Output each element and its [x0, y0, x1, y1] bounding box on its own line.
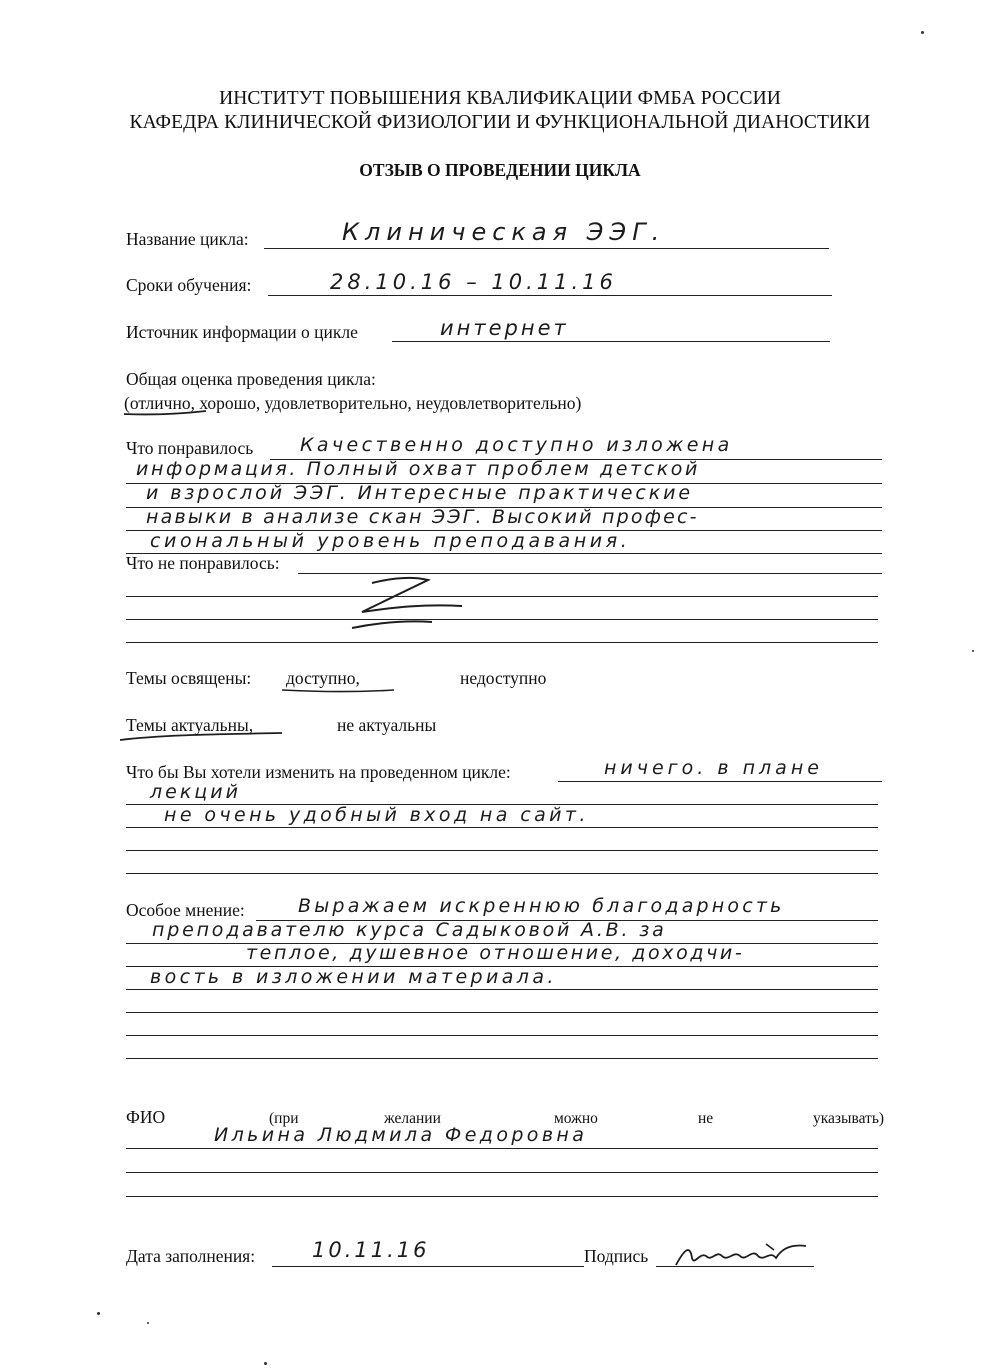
rating-options: (отлично, хорошо, удовлетворительно, неудовлетворительно) [124, 393, 582, 413]
opinion-text-line[interactable]: Выражаем искреннюю благодарность [298, 895, 785, 917]
cycle-name-label: Название цикла: [126, 229, 249, 249]
topics-clarity-accessible-option[interactable]: доступно, [286, 668, 360, 688]
liked-text-line[interactable]: Качественно доступно изложена [300, 434, 733, 456]
disliked-label: Что не понравилось: [126, 553, 280, 573]
liked-text-line[interactable]: навыки в анализе скан ЭЭГ. Высокий профес- [146, 506, 699, 528]
topics-clarity-label: Темы освящены: [126, 668, 252, 688]
fio-hint-word: не [698, 1110, 714, 1127]
document-title: ОТЗЫВ О ПРОВЕДЕНИИ ЦИКЛА [359, 160, 641, 180]
source-label: Источник информации о цикле [126, 322, 358, 342]
topics-relevant-option[interactable]: Темы актуальны, [126, 715, 254, 735]
liked-text-line[interactable]: и взрослой ЭЭГ. Интересные практические [146, 482, 693, 504]
date-value[interactable]: 10.11.16 [312, 1238, 430, 1262]
institute-heading: ИНСТИТУТ ПОВЫШЕНИЯ КВАЛИФИКАЦИИ ФМБА РОССИИ [219, 88, 781, 109]
change-text-line[interactable]: лекций [150, 781, 241, 803]
topics-clarity-inaccessible-option[interactable]: недоступно [460, 668, 547, 688]
signature-label: Подпись [584, 1246, 649, 1266]
source-value[interactable]: интернет [440, 316, 569, 340]
liked-text-line[interactable]: сиональный уровень преподавания. [150, 530, 631, 552]
fio-label: ФИО [126, 1107, 166, 1127]
fio-hint-word: (при [269, 1110, 299, 1127]
fio-hint-word: указывать) [813, 1110, 885, 1127]
dates-value[interactable]: 28.10.16 – 10.11.16 [330, 270, 617, 294]
change-text-line[interactable]: не очень удобный вход на сайт. [164, 804, 589, 826]
fio-value[interactable]: Ильина Людмила Федоровна [214, 1124, 588, 1146]
opinion-label: Особое мнение: [126, 900, 245, 920]
opinion-text-line[interactable]: теплое, душевное отношение, доходчи- [246, 942, 745, 964]
change-text-line[interactable]: ничего. в плане [604, 757, 823, 779]
liked-text-line[interactable]: информация. Полный охват проблем детской [136, 458, 700, 480]
rating-label: Общая оценка проведения цикла: [126, 369, 376, 389]
change-label: Что бы Вы хотели изменить на проведенном цикле: [126, 762, 511, 782]
opinion-text-line[interactable]: вость в изложении материала. [150, 966, 557, 988]
topics-not-relevant-option[interactable]: не актуальны [337, 715, 437, 735]
dates-label: Сроки обучения: [126, 275, 252, 295]
liked-label: Что понравилось [126, 438, 254, 458]
cycle-name-value[interactable]: Клиническая ЭЭГ. [342, 218, 666, 246]
fio-hint-word: можно [554, 1110, 598, 1127]
department-heading: КАФЕДРА КЛИНИЧЕСКОЙ ФИЗИОЛОГИИ И ФУНКЦИОНАЛЬНОЙ ДИАНОСТИКИ [129, 112, 871, 133]
opinion-text-line[interactable]: преподавателю курса Садыковой А.В. за [152, 919, 667, 941]
date-label: Дата заполнения: [126, 1246, 256, 1266]
fio-hint-word: желании [384, 1110, 441, 1127]
